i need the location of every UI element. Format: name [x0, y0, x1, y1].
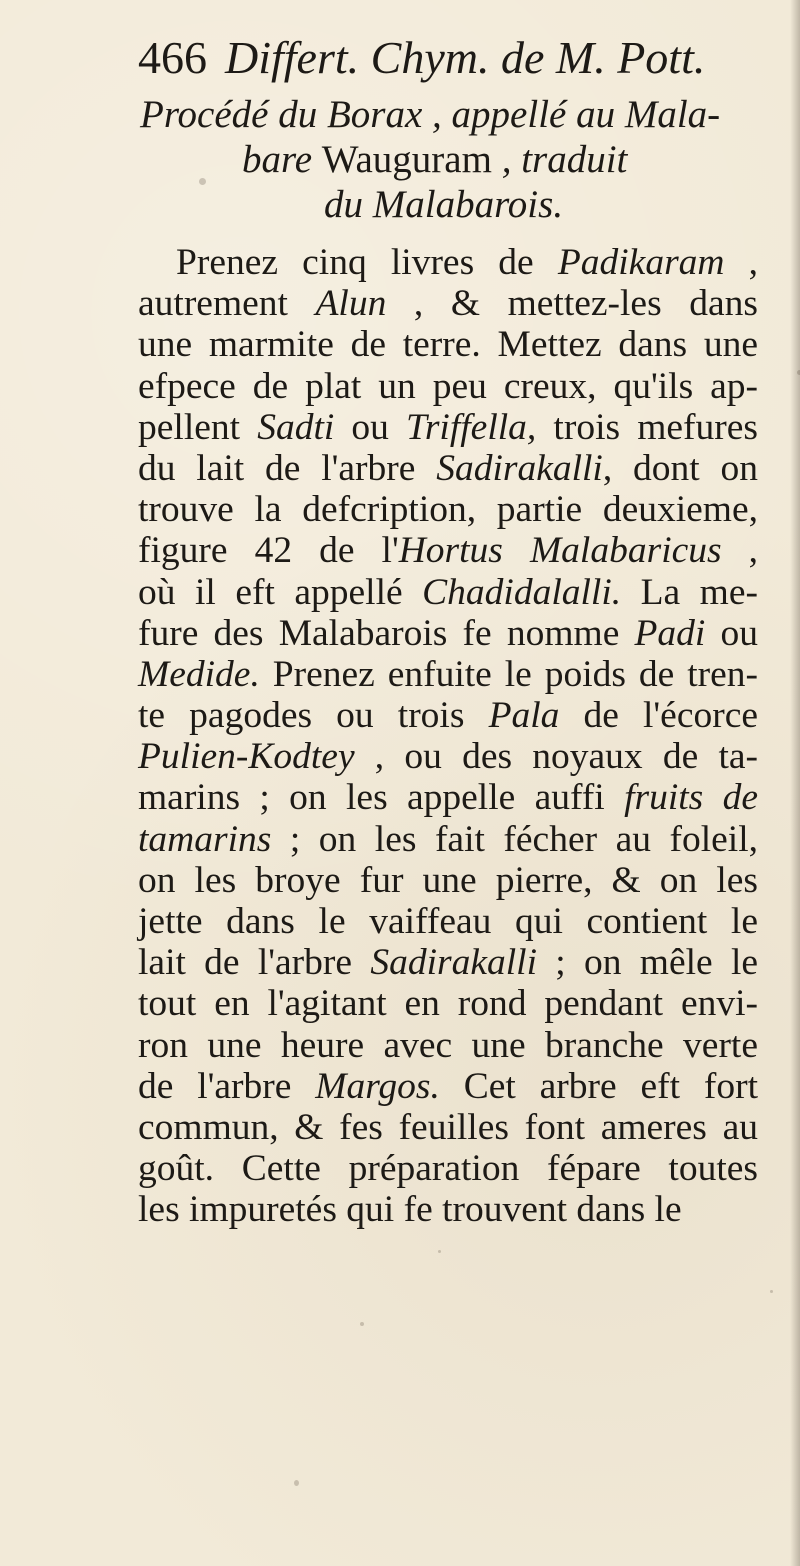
title-line-2-end: , traduit [491, 138, 628, 181]
text-run: commun, & fes feuilles font ameres au [138, 1106, 758, 1148]
text-line [138, 613, 758, 654]
text-run: goût. Cette préparation fépare toutes [138, 1148, 758, 1190]
italic-term: Pala [488, 695, 560, 737]
title-line-1: Procédé du Borax , appellé au Mala- [140, 93, 721, 136]
text-line [138, 1107, 758, 1148]
text-run: La me- [621, 571, 758, 613]
text-run: te pagodes ou trois [138, 695, 489, 737]
text-run: pellent [138, 406, 258, 448]
text-run: marins ; on les appelle auffi [138, 777, 625, 819]
section-title [140, 92, 750, 227]
text-run: figure 42 de l' [138, 530, 399, 572]
text-run: fure des Malabarois fe nomme [138, 612, 635, 654]
text-run: de l'arbre [138, 1065, 316, 1107]
page-gutter-shadow [790, 0, 800, 1566]
text-line [138, 1066, 758, 1107]
text-run: autrement [138, 283, 316, 325]
text-run: jette dans le vaiffeau qui contient le [138, 901, 758, 942]
text-run: trois mefures [536, 406, 759, 448]
text-line [138, 736, 758, 777]
text-line [138, 1189, 758, 1230]
text-line [138, 983, 758, 1024]
text-line [138, 654, 758, 695]
text-run: Prenez enfuite le poids de tren- [259, 653, 758, 695]
text-line [138, 819, 758, 860]
text-run: les impuretés qui fe trouvent dans le [138, 1189, 682, 1231]
text-run: efpece de plat un peu creux, qu'ils ap- [138, 365, 758, 407]
text-run: , & mettez-les dans [386, 283, 758, 325]
italic-term: Sadirakalli [436, 447, 603, 489]
italic-term: Margos. [315, 1065, 440, 1107]
italic-term: Padi [634, 612, 706, 654]
title-word-wauguram: Wauguram [321, 138, 492, 181]
italic-term: Triffella, [406, 406, 537, 448]
text-run: ; on les fait fécher au foleil, [271, 818, 758, 860]
text-line [138, 695, 758, 736]
text-line [138, 283, 758, 324]
text-run: trouve la defcription, partie deuxieme, [138, 489, 758, 531]
text-run: ou [334, 406, 407, 448]
running-title: Differt. Chym. de M. Pott. [225, 32, 706, 83]
italic-term: Sadti [257, 406, 335, 448]
italic-term: Sadirakalli [370, 942, 538, 984]
text-line [138, 407, 758, 448]
text-line [138, 324, 758, 365]
text-line [138, 901, 758, 942]
text-run: ron une heure avec une branche verte [138, 1024, 758, 1066]
text-run: où il eft appellé [138, 571, 423, 613]
italic-term: Alun [315, 283, 387, 325]
text-line [138, 489, 758, 530]
text-run: une marmite de terre. Mettez dans une [138, 324, 758, 366]
text-run: lait de l'arbre [138, 942, 371, 984]
text-run: du lait de l'arbre [138, 447, 437, 489]
text-run: , [721, 530, 759, 572]
text-line [138, 777, 758, 818]
text-run: ; on mêle le [537, 942, 759, 984]
text-line [138, 1025, 758, 1066]
italic-term: tamarins [138, 818, 272, 860]
text-run: on les broye fur une pierre, & on les [138, 859, 758, 901]
text-line [138, 572, 758, 613]
italic-term: Chadidalalli. [422, 571, 622, 613]
text-line [138, 448, 758, 489]
text-line [138, 530, 758, 571]
text-line [138, 860, 758, 901]
text-run: Cet arbre eft fort [439, 1065, 758, 1107]
italic-term: Padikaram [557, 242, 725, 283]
text-line [138, 366, 758, 407]
title-line-2-start: bare [242, 138, 322, 181]
text-run: , ou des noyaux de ta- [354, 736, 758, 778]
italic-term: Pulien-Kodtey [138, 736, 355, 778]
page-number: 466 [138, 32, 207, 83]
text-run: , dont on [602, 447, 759, 489]
text-run: , [724, 242, 759, 283]
title-line-3: du Malabarois. [324, 183, 564, 226]
text-line [138, 942, 758, 983]
body-paragraph [138, 242, 758, 1231]
text-run: Prenez cinq livres de [176, 242, 558, 283]
italic-term: Hortus Malabaricus [398, 530, 722, 572]
running-header [138, 28, 706, 88]
italic-term: Medide. [138, 653, 260, 695]
text-line [138, 242, 758, 283]
text-run: de l'écorce [559, 695, 758, 737]
text-line [138, 1148, 758, 1189]
title-line-2 [242, 137, 750, 182]
text-run: tout en l'agitant en rond pendant envi- [138, 983, 758, 1025]
italic-term: fruits de [624, 777, 758, 819]
text-run: ou [705, 612, 758, 654]
